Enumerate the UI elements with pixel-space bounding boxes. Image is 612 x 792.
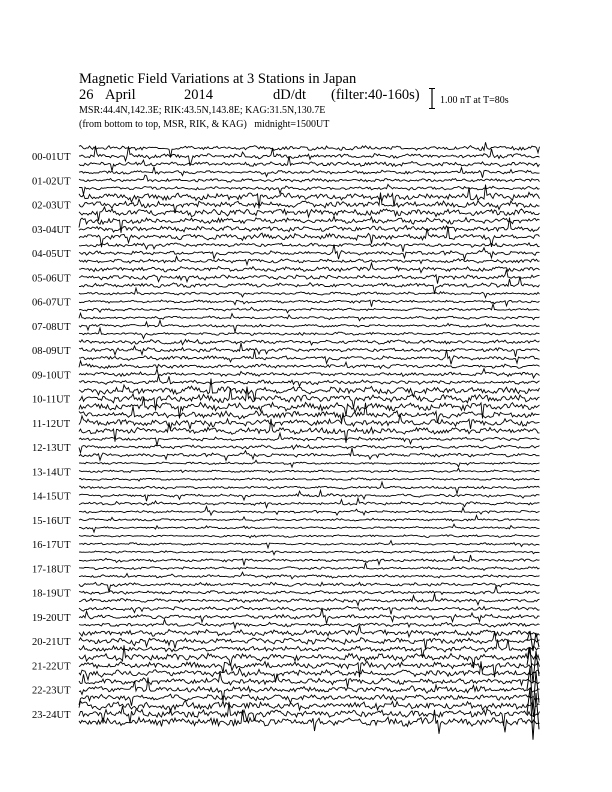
trace-msr — [79, 620, 540, 629]
trace-kag — [79, 606, 540, 614]
quantity-label: dD/dt — [273, 87, 307, 103]
trace-rik — [79, 586, 540, 595]
trace-rik — [79, 661, 540, 677]
trace-rik — [79, 468, 540, 472]
trace-kag — [79, 555, 540, 565]
trace-kag — [79, 506, 540, 515]
chart-title: Magnetic Field Variations at 3 Stations in Japan — [79, 71, 357, 87]
hour-label: 03-04UT — [32, 224, 71, 236]
hour-label: 10-11UT — [32, 394, 71, 406]
hour-label: 21-22UT — [32, 661, 71, 673]
trace-rik — [79, 608, 540, 624]
midnight-note: midnight=1500UT — [254, 119, 330, 130]
hour-label: 14-15UT — [32, 491, 71, 503]
hour-label: 11-12UT — [32, 418, 71, 430]
trace-rik — [79, 175, 540, 182]
trace-rik — [79, 343, 540, 357]
trace-rik — [79, 244, 540, 259]
trace-msr — [79, 256, 540, 264]
hour-label: 08-09UT — [32, 346, 71, 357]
trace-msr — [79, 277, 540, 294]
trace-rik — [79, 541, 540, 548]
trace-kag — [79, 288, 540, 297]
trace-rik — [79, 490, 540, 501]
filter-label: (filter:40-160s) — [331, 87, 420, 103]
trace-kag — [79, 313, 540, 321]
trace-msr — [79, 376, 540, 387]
hour-label: 23-24UT — [32, 709, 71, 721]
trace-msr — [79, 350, 540, 365]
hour-label: 17-18UT — [32, 564, 71, 576]
hour-label: 18-19UT — [32, 588, 71, 600]
hour-label: 20-21UT — [32, 637, 71, 648]
hour-label: 13-14UT — [32, 467, 71, 479]
hour-label: 04-05UT — [32, 249, 71, 260]
date-year: 2014 — [184, 87, 213, 103]
trace-kag — [79, 433, 540, 446]
date-day: 26 — [79, 87, 94, 103]
hour-label: 19-20UT — [32, 612, 71, 624]
hour-label: 22-23UT — [32, 685, 71, 697]
trace-kag — [79, 625, 540, 637]
trace-kag — [79, 167, 540, 178]
trace-msr — [79, 448, 540, 460]
trace-rik — [79, 270, 540, 284]
trace-kag — [79, 361, 540, 369]
trace-msr — [79, 184, 540, 194]
hour-label: 01-02UT — [32, 176, 71, 188]
trace-kag — [79, 700, 540, 717]
trace-rik — [79, 563, 540, 571]
trace-msr — [79, 498, 540, 507]
trace-kag — [79, 482, 540, 494]
trace-msr — [79, 304, 540, 313]
order-note: (from bottom to top, MSR, RIK, & KAG) — [79, 119, 247, 130]
scale-label: 1.00 nT at T=80s — [440, 95, 509, 106]
hour-label: 05-06UT — [32, 273, 71, 285]
hour-label: 02-03UT — [32, 200, 71, 212]
trace-msr — [79, 328, 540, 339]
trace-msr — [79, 594, 540, 606]
trace-msr — [79, 156, 540, 171]
date-month: April — [105, 87, 136, 103]
trace-kag — [79, 460, 540, 467]
trace-kag — [79, 263, 540, 273]
trace-rik — [79, 300, 540, 307]
trace-msr — [79, 572, 540, 579]
trace-rik — [79, 369, 540, 378]
hour-label: 16-17UT — [32, 540, 71, 551]
trace-kag — [79, 243, 540, 252]
hour-label: 15-16UT — [32, 515, 71, 527]
trace-rik — [79, 320, 540, 332]
trace-kag — [79, 535, 540, 538]
trace-rik — [79, 445, 540, 453]
trace-kag — [79, 340, 540, 346]
hour-label: 00-01UT — [32, 152, 71, 163]
hour-label: 09-10UT — [32, 370, 71, 382]
hour-label: 06-07UT — [32, 297, 71, 309]
trace-msr — [79, 524, 540, 532]
trace-rik — [79, 515, 540, 521]
trace-msr — [79, 478, 540, 481]
trace-msr — [79, 551, 540, 555]
trace-msr — [79, 207, 540, 221]
hour-label: 07-08UT — [32, 321, 71, 333]
hour-label: 12-13UT — [32, 443, 71, 454]
station-coordinates: MSR:44.4N,142.3E; RIK:43.5N,143.8E; KAG:31.5N,130.7E — [79, 105, 326, 116]
